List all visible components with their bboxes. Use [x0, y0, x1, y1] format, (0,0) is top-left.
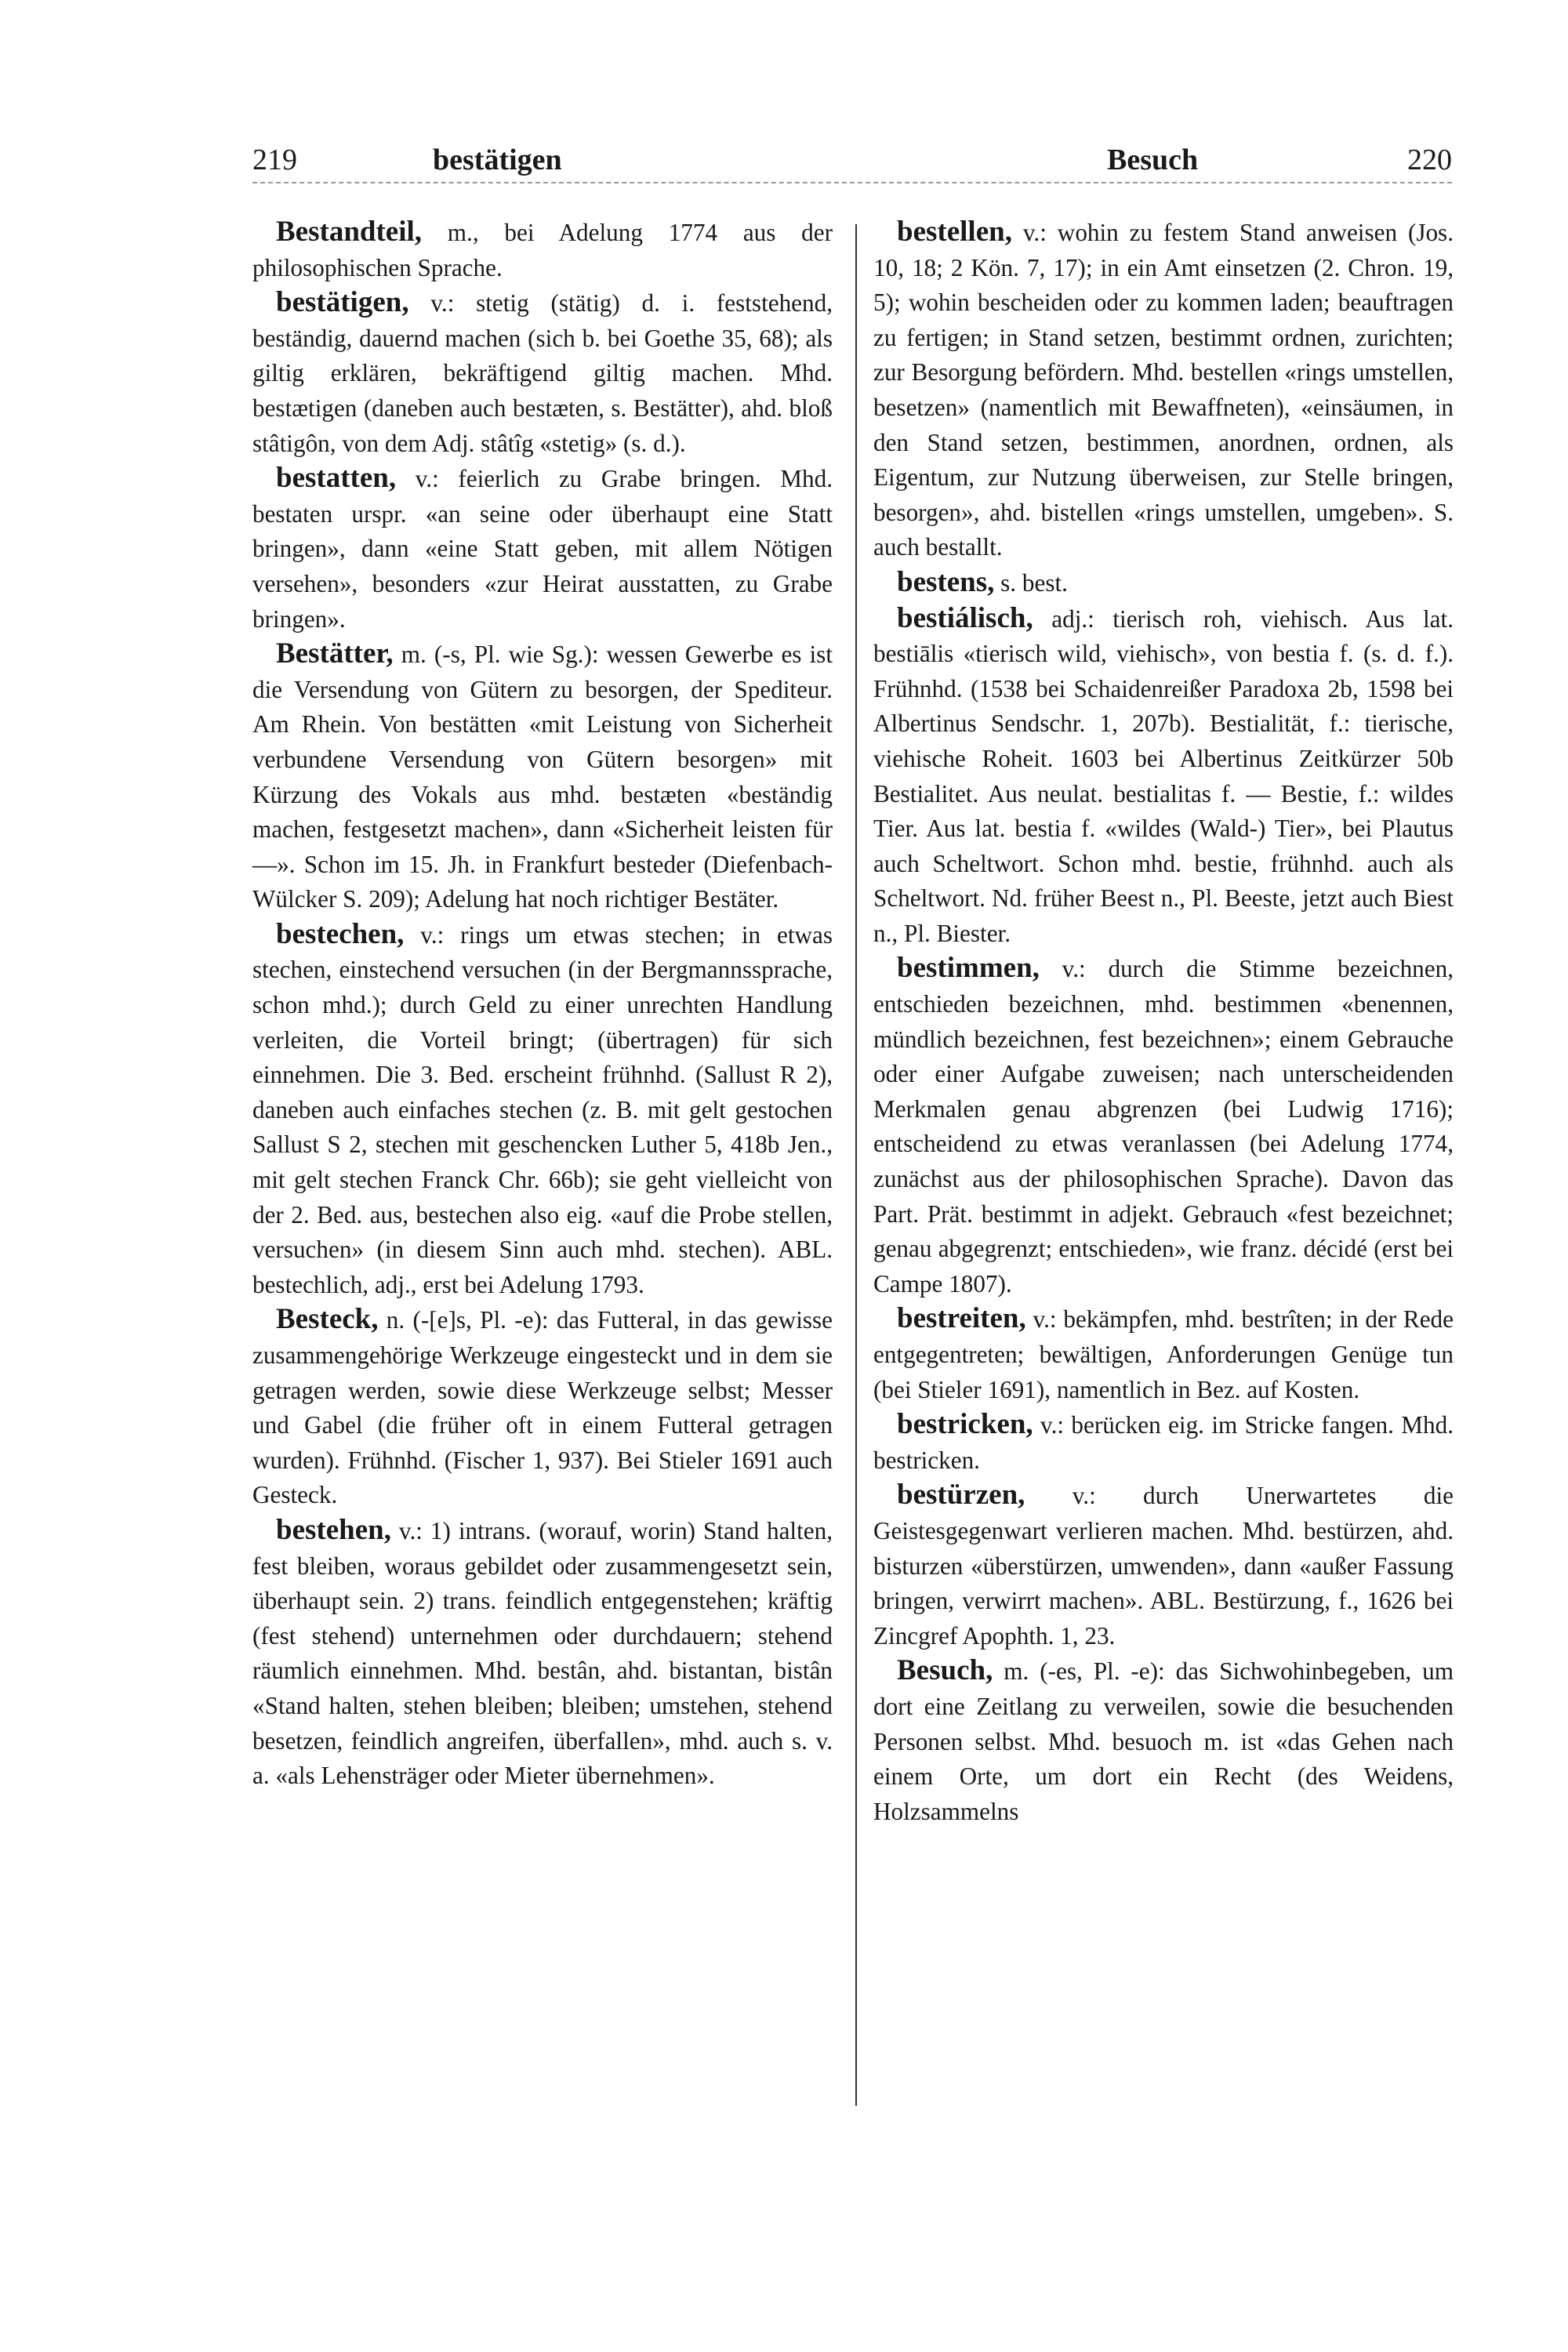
- headword: bestürzen,: [897, 1479, 1025, 1512]
- dictionary-entry: [873, 1653, 1454, 1829]
- entry-text: v.: rings um etwas stechen; in etwas stechen, einstechend versuchen (in der Bergmannssprache, schon mhd.); durch Geld zu einer unrechten Handlung verleiten, die Vorteil bringt; (übertragen) für sich einnehmen. Die 3. Bed. erscheint frühnhd. (Sallust R 2), daneben auch einfaches stechen (z. B. mit gelt gestochen Sallust S 2, stechen mit geschencken Luther 5, 418b Jen., mit gelt stechen Franck Chr. 66b); sie geht vielleicht von der 2. Bed. aus, bestechen also eig. «auf die Probe stellen, versuchen» (in diesem Sinn auch mhd. stechen). ABL. bestechlich, adj., erst bei Adelung 1793.: [252, 920, 833, 1298]
- headword: bestatten,: [276, 462, 397, 495]
- header-rule: [252, 182, 1452, 183]
- headword: bestricken,: [897, 1408, 1033, 1441]
- entry-text: v.: bekämpfen, mhd. bestrîten; in der Rede entgegentreten; bewältigen, Anforderungen Genüge tun (bei Stieler 1691), namentlich in Bez. auf Kosten.: [873, 1305, 1454, 1403]
- dictionary-entry: [873, 565, 1454, 601]
- left-column: [252, 215, 833, 1794]
- headword: bestens,: [897, 565, 995, 598]
- dictionary-entry: [873, 215, 1454, 565]
- page-number-left: 219: [252, 143, 297, 176]
- headword: bestellen,: [897, 216, 1012, 248]
- entry-text: v.: feierlich zu Grabe bringen. Mhd. bestaten urspr. «an seine oder überhaupt eine Statt bringen», dann «eine Statt geben, mit allem Nötigen versehen», besonders «zur Heirat ausstatten, zu Grabe bringen».: [252, 465, 833, 633]
- dictionary-entry: [252, 637, 833, 917]
- dictionary-entry: [252, 1513, 833, 1794]
- headword: Bestandteil,: [276, 216, 423, 248]
- headword: bestreiten,: [897, 1302, 1026, 1335]
- entry-text: v.: wohin zu festem Stand anweisen (Jos. 10, 18; 2 Kön. 7, 17); in ein Amt einsetzen (2. Chron. 19, 5); wohin bescheiden oder zu kommen laden; beauftragen zu fertigen; in Stand setzen, bestimmt ordnen, zurichten; zur Besorgung befördern. Mhd. bestellen «rings umstellen, besetzen» (namentlich mit Bewaffneten), «einsäumen, in den Stand setzen, bestimmen, anordnen, ordnen, als Eigentum, zur Nutzung überweisen, zur Stelle bringen, besorgen», ahd. bistellen «rings umstellen, umgeben». S. auch bestallt.: [873, 219, 1454, 561]
- dictionary-entry: [873, 1301, 1454, 1407]
- entry-text: v.: durch Unerwartetes die Geistesgegenwart verlieren machen. Mhd. bestürzen, ahd. bisturzen «überstürzen, umwenden», dann «außer Fassung bringen, verwirrt machen». ABL. Bestürzung, f., 1626 bei Zincgref Apophth. 1, 23.: [873, 1482, 1454, 1650]
- headword: bestehen,: [276, 1513, 391, 1546]
- entry-text: s. best.: [994, 568, 1068, 597]
- entry-text: v.: stetig (stätig) d. i. feststehend, beständig, dauernd machen (sich b. bei Goethe 35, 68); als giltig erklären, bekräftigend giltig machen. Mhd. bestætigen (daneben auch bestæten, s. Bestätter), ahd. bloß stâtigôn, von dem Adj. stâtîg «stetig» (s. d.).: [252, 289, 833, 457]
- headword: bestätigen,: [276, 286, 409, 319]
- headword: bestimmen,: [897, 952, 1040, 985]
- header-title-right: Besuch: [1107, 143, 1199, 176]
- right-column: [873, 215, 1454, 1829]
- entry-text: v.: durch die Stimme bezeichnen, entschieden bezeichnen, mhd. bestimmen «benennen, mündlich bezeichnen, fest bezeichnen»; einem Gebrauche oder einer Aufgabe zuweisen; nach unterscheidenden Merkmalen genau abgrenzen (bei Ludwig 1716); entscheidend zu etwas veranlassen (bei Adelung 1774, zunächst aus der philosophischen Sprache). Davon das Part. Prät. bestimmt in adjekt. Gebrauch «fest bezeichnet; genau abgegrenzt; entschieden», wie franz. décidé (erst bei Campe 1807).: [873, 955, 1454, 1298]
- dictionary-entry: [252, 1302, 833, 1513]
- dictionary-entry: [873, 601, 1454, 952]
- dictionary-entry: [252, 215, 833, 285]
- entry-text: v.: berücken eig. im Stricke fangen. Mhd. bestricken.: [873, 1411, 1454, 1474]
- entry-text: m. (-s, Pl. wie Sg.): wessen Gewerbe es ist die Versendung von Gütern zu besorgen, der Spediteur. Am Rhein. Von bestätten «mit Leistung von Sicherheit verbundene Versendung von Gütern besorgen» mit Kürzung des Vokals aus mhd. bestæten «beständig machen, festgesetzt machen», dann «Sicherheit leisten für —». Schon im 15. Jh. in Frankfurt besteder (Diefenbach-Wülcker S. 209); Adelung hat noch richtiger Bestäter.: [252, 641, 833, 913]
- column-divider: [855, 224, 857, 2106]
- headword: Bestätter,: [276, 637, 394, 670]
- dictionary-entry: [873, 1478, 1454, 1653]
- entry-text: n. (-[e]s, Pl. -e): das Futteral, in das gewisse zusammengehörige Werkzeuge eingesteckt und in dem sie getragen werden, sowie diese Werkzeuge selbst; Messer und Gabel (die früher oft in einem Futteral getragen wurden). Frühnhd. (Fischer 1, 937). Bei Stieler 1691 auch Gesteck.: [252, 1306, 833, 1509]
- entry-text: v.: 1) intrans. (worauf, worin) Stand halten, fest bleiben, woraus gebildet oder zusammengesetzt sein, überhaupt sein. 2) trans. feindlich entgegenstehen; kräftig (fest stehend) unternehmen oder durchdauern; stehend räumlich einnehmen. Mhd. bestân, ahd. bistantan, bistân «Stand halten, stehen bleiben; bleiben; umstehen, stehend besetzen, feindlich angreifen, überfallen», mhd. auch s. v. a. «als Lehensträger oder Mieter übernehmen».: [252, 1516, 833, 1790]
- headword: Besuch,: [897, 1654, 993, 1687]
- entry-text: m. (-es, Pl. -e): das Sichwohinbegeben, um dort eine Zeitlang zu verweilen, sowie die besuchenden Personen selbst. Mhd. besuoch m. ist «das Gehen nach einem Orte, um dort ein Recht (des Weidens, Holzsammelns: [873, 1657, 1454, 1825]
- dictionary-entry: [873, 1407, 1454, 1478]
- entry-text: adj.: tierisch roh, viehisch. Aus lat. bestiālis «tierisch wild, viehisch», von bestia f. (s. d. f.). Frühnhd. (1538 bei Schaidenreißer Paradoxa 2b, 1598 bei Albertinus Sendschr. 1, 207b). Bestialität, f.: tierische, viehische Roheit. 1603 bei Albertinus Zeitkürzer 50b Bestialitet. Aus neulat. bestialitas f. — Bestie, f.: wildes Tier. Aus lat. bestia f. «wildes (Wald-) Tier», bei Plautus auch Scheltwort. Schon mhd. bestie, frühnhd. auch als Scheltwort. Nd. früher Beest n., Pl. Beeste, jetzt auch Biest n., Pl. Biester.: [873, 604, 1454, 947]
- header-title-left: bestätigen: [433, 143, 562, 176]
- dictionary-entry: [252, 917, 833, 1303]
- headword: Besteck,: [276, 1303, 379, 1336]
- dictionary-entry: [252, 285, 833, 461]
- dictionary-entry: [873, 951, 1454, 1301]
- dictionary-entry: [252, 461, 833, 637]
- headword: bestiálisch,: [897, 601, 1033, 634]
- entry-text: m., bei Adelung 1774 aus der philosophischen Sprache.: [252, 219, 833, 281]
- page-number-right: 220: [1407, 143, 1452, 176]
- headword: bestechen,: [276, 917, 405, 950]
